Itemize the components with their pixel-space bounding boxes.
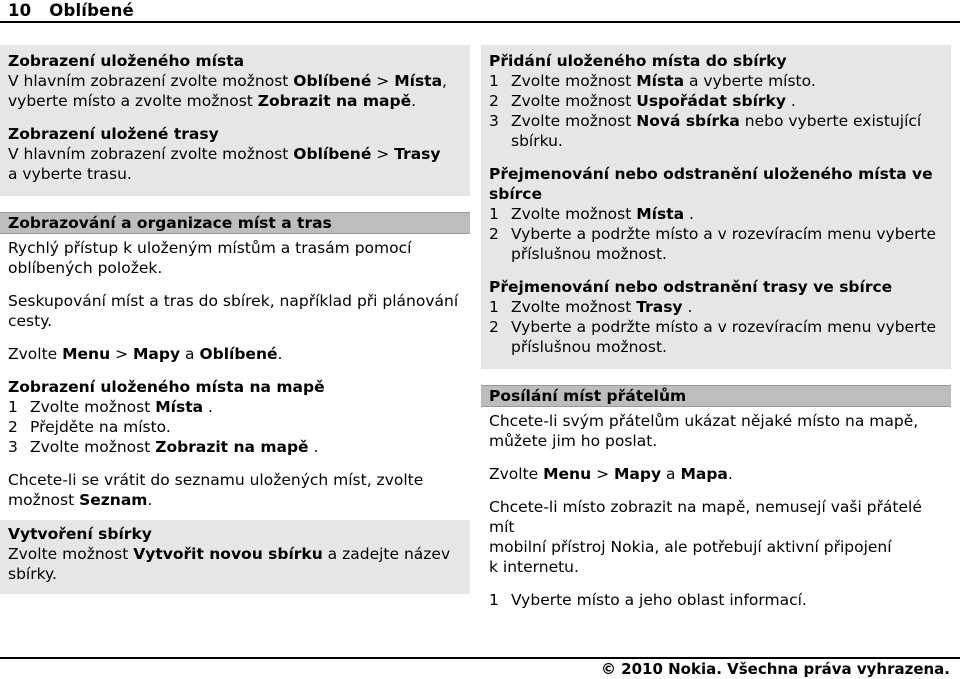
- show-on-map-section: Zobrazení uloženého místa na mapě 1 Zvolte možnost Místa . 2 Přejděte na místo. 3 Zvolte možnost Zobrazit na mapě .: [0, 377, 470, 457]
- step-item: 2 Vyberte a podržte místo a v rozevíracím menu vyberte příslušnou možnost.: [489, 225, 937, 263]
- step-item: 1 Zvolte možnost Místa .: [8, 398, 213, 416]
- step-item: 2 Přejděte na místo.: [8, 418, 171, 436]
- right-column: [481, 45, 951, 610]
- paragraph: Chcete-li se vrátit do seznamu uložených míst, zvolte možnost Seznam.: [8, 471, 424, 509]
- paragraph: Chcete-li místo zobrazit na mapě, nemusejí vaši přátelé mít mobilní přístroj Nokia, ale potřebují aktivní připojení k internetu.: [489, 498, 922, 576]
- menu-path: Zvolte Menu > Mapy a Mapa.: [489, 465, 733, 483]
- section-bar: Zobrazování a organizace míst a tras: [0, 212, 470, 234]
- saved-place-box: Zobrazení uloženého místa V hlavním zobrazení zvolte možnost Oblíbené > Místa, vyberte místo a zvolte možnost Zobrazit na mapě. Zobrazení uložené trasy V hlavním zobrazení zvolte možnost Oblíbené > Trasy a vyberte trasu.: [0, 45, 470, 196]
- step-item: 1 Zvolte možnost Trasy .: [489, 298, 693, 316]
- header-title: 10 Oblíbené: [8, 1, 134, 20]
- copyright: © 2010 Nokia. Všechna práva vyhrazena.: [600, 660, 950, 678]
- section-title: Zobrazení uložené trasy: [8, 125, 219, 143]
- paragraph: Seskupování míst a tras do sbírek, například při plánování cesty.: [8, 292, 459, 330]
- step-item: 3 Zvolte možnost Zobrazit na mapě .: [8, 438, 319, 456]
- step-item: 1 Zvolte možnost Místa .: [489, 205, 694, 223]
- section-title: Zobrazení uloženého místa: [8, 52, 245, 70]
- send-steps: [481, 590, 951, 610]
- step-item: 3 Zvolte možnost Nová sbírka nebo vyberte existující sbírku.: [489, 112, 922, 150]
- section-bar: Posílání míst přátelům: [481, 385, 951, 407]
- footer-rule: [0, 657, 960, 659]
- step-item: 2 Zvolte možnost Uspořádat sbírky .: [489, 92, 796, 110]
- header-rule: [0, 21, 960, 23]
- page-header: [0, 0, 960, 21]
- step-item: 1 Vyberte místo a jeho oblast informací.: [489, 591, 807, 609]
- intro-text: Rychlý přístup k uloženým místům a trasám pomocí oblíbených položek.: [8, 239, 412, 277]
- intro-text: Chcete-li svým přátelům ukázat nějaké místo na mapě, můžete jim ho poslat.: [489, 412, 919, 450]
- menu-path: Zvolte Menu > Mapy a Oblíbené.: [8, 345, 283, 363]
- add-to-collection-box: Přidání uloženého místa do sbírky 1 Zvolte možnost Místa a vyberte místo. 2 Zvolte možnost Uspořádat sbírky . 3 Zvolte možnost Nová sbírka nebo vyberte existující sbírku. Přejmenování nebo odstranění uloženého místa ve sbírce 1 Zvolte možnost Místa . 2 Vyberte a podržte místo a v rozevíracím menu vyberte příslušnou možnost. Přejmenování nebo odstranění trasy ve sbírce 1 Zvolte možnost Trasy . 2 Vyberte a podržte místo a v rozevíracím menu vyberte příslušnou možnost.: [481, 45, 951, 369]
- left-column: [0, 45, 470, 594]
- step-item: 1 Zvolte možnost Místa a vyberte místo.: [489, 72, 816, 90]
- create-collection-box: Vytvoření sbírky Zvolte možnost Vytvořit novou sbírku a zadejte název sbírky.: [0, 520, 470, 594]
- step-item: 2 Vyberte a podržte místo a v rozevíracím menu vyberte příslušnou možnost.: [489, 318, 937, 356]
